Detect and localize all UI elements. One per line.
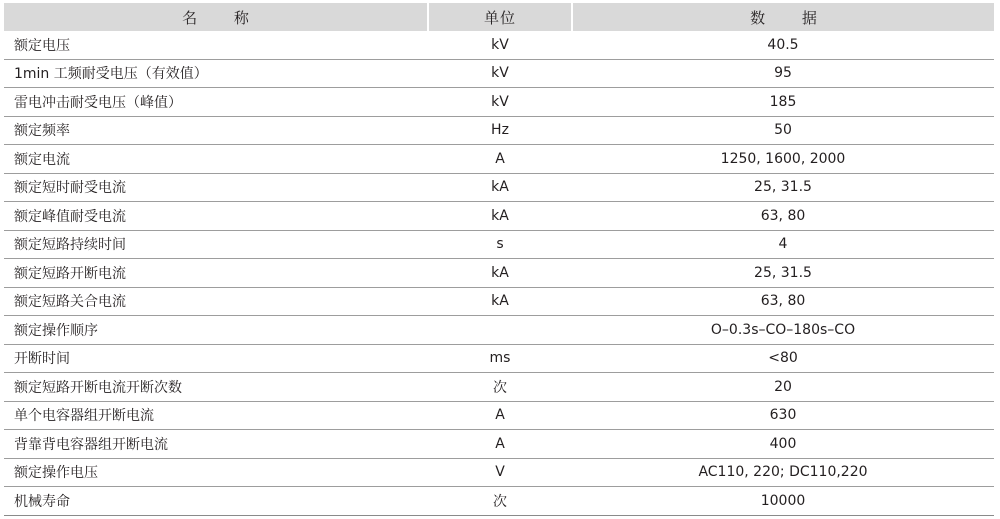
value-cell: 63, 80 <box>572 202 994 231</box>
param-name-cell: 额定操作电压 <box>4 458 428 487</box>
table-row <box>4 230 994 259</box>
value-cell: 40.5 <box>572 31 994 59</box>
value-cell: 63, 80 <box>572 287 994 316</box>
unit-cell: A <box>428 401 572 430</box>
unit-cell <box>428 316 572 345</box>
param-name-cell: 额定峰值耐受电流 <box>4 202 428 231</box>
table-row <box>4 401 994 430</box>
param-name-cell: 1min 工频耐受电压（有效值） <box>4 59 428 88</box>
param-name-cell: 额定短路关合电流 <box>4 287 428 316</box>
unit-cell: kA <box>428 173 572 202</box>
param-name-cell: 额定短路开断电流 <box>4 259 428 288</box>
table-row <box>4 344 994 373</box>
value-cell: AC110, 220; DC110,220 <box>572 458 994 487</box>
unit-cell: kA <box>428 287 572 316</box>
header-name: 名 称 <box>4 3 428 31</box>
param-name-cell: 雷电冲击耐受电压（峰值） <box>4 88 428 117</box>
table-row <box>4 88 994 117</box>
value-cell: 25, 31.5 <box>572 173 994 202</box>
table-header <box>4 3 994 31</box>
table-row <box>4 373 994 402</box>
param-name-cell: 开断时间 <box>4 344 428 373</box>
unit-cell: Hz <box>428 116 572 145</box>
table-row <box>4 116 994 145</box>
unit-cell: ms <box>428 344 572 373</box>
value-cell: 50 <box>572 116 994 145</box>
value-cell: 4 <box>572 230 994 259</box>
unit-cell: 次 <box>428 373 572 402</box>
param-name-cell: 额定电流 <box>4 145 428 174</box>
unit-cell: A <box>428 430 572 459</box>
header-unit: 单位 <box>428 3 572 31</box>
param-name-cell: 额定短路开断电流开断次数 <box>4 373 428 402</box>
value-cell: 10000 <box>572 487 994 516</box>
value-cell: O–0.3s–CO–180s–CO <box>572 316 994 345</box>
table-row <box>4 316 994 345</box>
value-cell: 25, 31.5 <box>572 259 994 288</box>
param-name-cell: 单个电容器组开断电流 <box>4 401 428 430</box>
unit-cell: kA <box>428 202 572 231</box>
table-row <box>4 59 994 88</box>
table-row <box>4 259 994 288</box>
header-data: 数 据 <box>572 3 994 31</box>
table-row <box>4 173 994 202</box>
unit-cell: kA <box>428 259 572 288</box>
unit-cell: A <box>428 145 572 174</box>
value-cell: <80 <box>572 344 994 373</box>
table-row <box>4 287 994 316</box>
table-row <box>4 31 994 59</box>
value-cell: 1250, 1600, 2000 <box>572 145 994 174</box>
table-row <box>4 202 994 231</box>
param-name-cell: 额定短时耐受电流 <box>4 173 428 202</box>
value-cell: 95 <box>572 59 994 88</box>
param-name-cell: 背靠背电容器组开断电流 <box>4 430 428 459</box>
param-name-cell: 额定操作顺序 <box>4 316 428 345</box>
unit-cell: kV <box>428 88 572 117</box>
table-row <box>4 430 994 459</box>
param-name-cell: 机械寿命 <box>4 487 428 516</box>
table-body <box>4 31 994 515</box>
param-name-cell: 额定频率 <box>4 116 428 145</box>
unit-cell: 次 <box>428 487 572 516</box>
param-name-cell: 额定电压 <box>4 31 428 59</box>
header-row <box>4 3 994 31</box>
table-row <box>4 458 994 487</box>
value-cell: 20 <box>572 373 994 402</box>
value-cell: 400 <box>572 430 994 459</box>
table-row <box>4 145 994 174</box>
unit-cell: kV <box>428 59 572 88</box>
unit-cell: V <box>428 458 572 487</box>
table-row <box>4 487 994 516</box>
unit-cell: kV <box>428 31 572 59</box>
value-cell: 630 <box>572 401 994 430</box>
unit-cell: s <box>428 230 572 259</box>
value-cell: 185 <box>572 88 994 117</box>
spec-table <box>4 3 994 516</box>
param-name-cell: 额定短路持续时间 <box>4 230 428 259</box>
